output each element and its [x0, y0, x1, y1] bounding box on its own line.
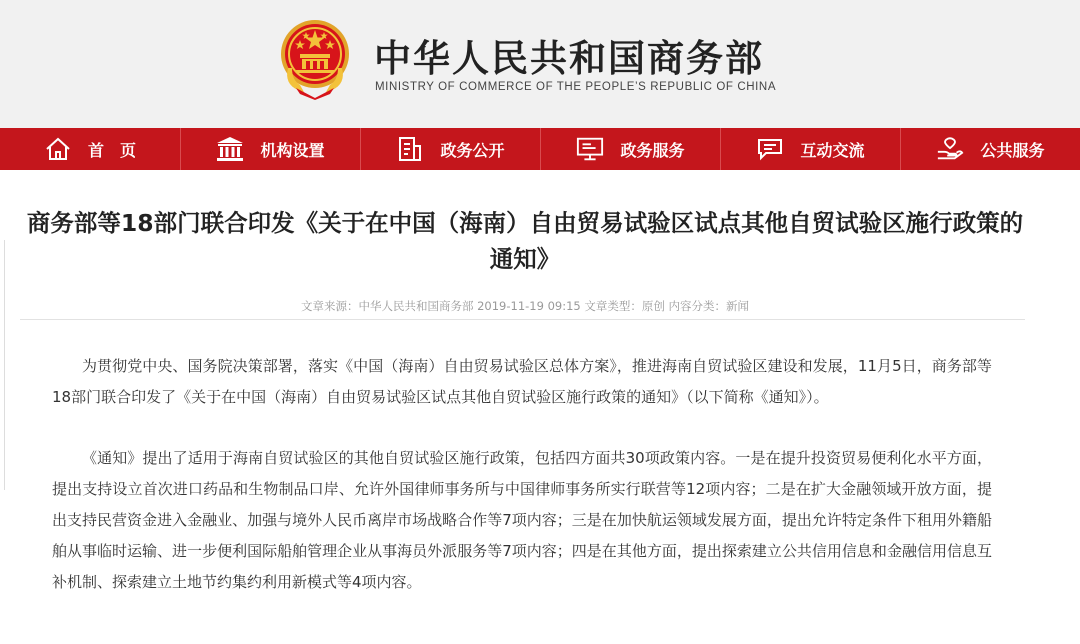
- title-divider: [20, 319, 1025, 320]
- article-title: 商务部等18部门联合印发《关于在中国（海南）自由贸易试验区试点其他自贸试验区施行政策的通知》: [26, 209, 1024, 273]
- home-icon: [44, 135, 72, 163]
- article-paragraph: 《通知》提出了适用于海南自贸试验区的其他自贸试验区施行政策，包括四方面共30项政策内容。一是在提升投资贸易便利化水平方面，提出支持设立首次进口药品和生物制品口岸、允许外国律师事务所与中国律师事务所实行联营等12项内容；二是在扩大金融领域开放方面，提出支持民营资金进入金融业、加强与境外人民币离岸市场战略合作等7项内容；三是在加快航运领域发展方面，提出允许特定条件下租用外籍船舶从事临时运输、进一步便利国际船舶管理企业从事海员外派服务等7项内容；四是在其他方面，提出探索建立公共信用信息和金融信用信息互补机制、探索建立土地节约集约利用新模式等4项内容。: [52, 449, 992, 591]
- nav-item-label: 机构设置: [260, 140, 325, 160]
- document-icon: [396, 135, 424, 163]
- building-icon: [216, 135, 244, 163]
- left-edge-divider: [0, 240, 5, 490]
- service-hand-icon: [936, 135, 964, 163]
- chat-icon: [756, 135, 784, 163]
- site-subtitle: MINISTRY OF COMMERCE OF THE PEOPLE’S REPUBLIC OF CHINA: [375, 81, 777, 93]
- nav-item-label: 公共服务: [980, 140, 1045, 160]
- monitor-icon: [576, 135, 604, 163]
- nav-item-interaction[interactable]: [720, 128, 900, 170]
- nav-item-label: 互动交流: [800, 140, 865, 160]
- nav-item-organization[interactable]: [180, 128, 360, 170]
- nav-item-government-services[interactable]: [540, 128, 720, 170]
- nav-item-label: 政务服务: [620, 140, 685, 160]
- nav-item-public-services[interactable]: [900, 128, 1080, 170]
- article-paragraph: 为贯彻党中央、国务院决策部署，落实《中国（海南）自由贸易试验区总体方案》，推进海南自贸试验区建设和发展，11月5日，商务部等18部门联合印发了《关于在中国（海南）自由贸易试验区试点其他自贸试验区施行政策的通知》（以下简称《通知》）。: [52, 357, 992, 406]
- main-nav: [0, 128, 1080, 170]
- national-emblem-icon[interactable]: [278, 18, 352, 100]
- article-meta: 文章来源：中华人民共和国商务部 2019-11-19 09:15 文章类型：原创 内容分类：新闻: [300, 299, 750, 313]
- nav-item-home[interactable]: [0, 128, 180, 170]
- site-header: [0, 0, 1080, 128]
- site-title: 中华人民共和国商务部: [374, 37, 764, 80]
- nav-item-label: 政务公开: [440, 140, 505, 160]
- nav-item-government-affairs[interactable]: [360, 128, 540, 170]
- nav-item-label: 首 页: [87, 140, 136, 160]
